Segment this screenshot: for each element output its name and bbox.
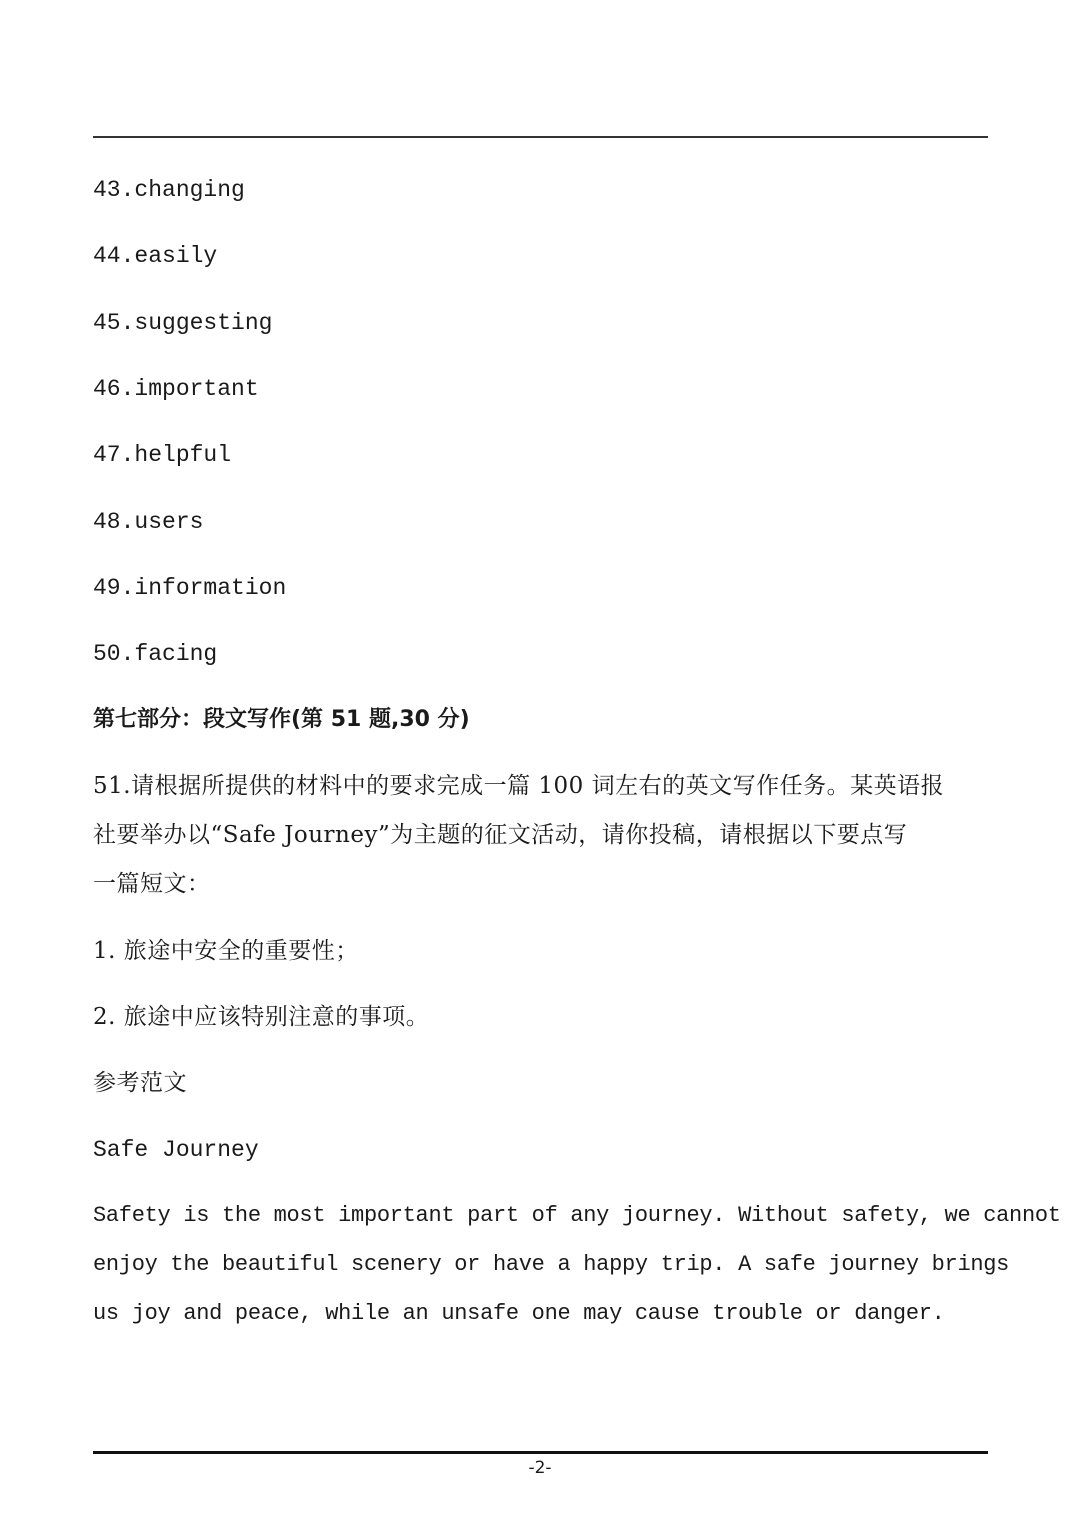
answer-45: 45.suggesting — [93, 310, 273, 336]
answer-50: 50.facing — [93, 641, 218, 667]
section-heading: 第七部分：段文写作(第 51 题,30 分) — [93, 707, 470, 732]
essay-line-3: us joy and peace, while an unsafe one may cause trouble or danger. — [93, 1301, 945, 1326]
prompt-line-3: 一篇短文： — [93, 871, 211, 897]
essay-line-2: enjoy the beautiful scenery or have a happy trip. A safe journey brings — [93, 1252, 1010, 1277]
reference-label: 参考范文 — [93, 1070, 187, 1096]
point-2: 2. 旅途中应该特别注意的事项。 — [93, 1004, 430, 1030]
prompt-line-1: 51.请根据所提供的材料中的要求完成一篇 100 词左右的英文写作任务。某英语报 — [93, 773, 945, 799]
essay-title: Safe Journey — [93, 1137, 259, 1163]
essay-line-1: Safety is the most important part of any journey. Without safety, we cannot — [93, 1203, 1061, 1228]
header-rule — [93, 136, 988, 138]
answer-48: 48.users — [93, 509, 204, 535]
answer-49: 49.information — [93, 575, 287, 601]
point-1: 1. 旅途中安全的重要性； — [93, 938, 359, 964]
answer-44: 44.easily — [93, 243, 218, 269]
answer-47: 47.helpful — [93, 442, 232, 468]
footer-rule — [93, 1451, 988, 1454]
page-number: -2- — [528, 1458, 552, 1478]
answer-43: 43.changing — [93, 177, 245, 203]
prompt-line-2: 社要举办以“Safe Journey”为主题的征文活动，请你投稿，请根据以下要点写 — [93, 822, 908, 848]
answer-46: 46.important — [93, 376, 259, 402]
